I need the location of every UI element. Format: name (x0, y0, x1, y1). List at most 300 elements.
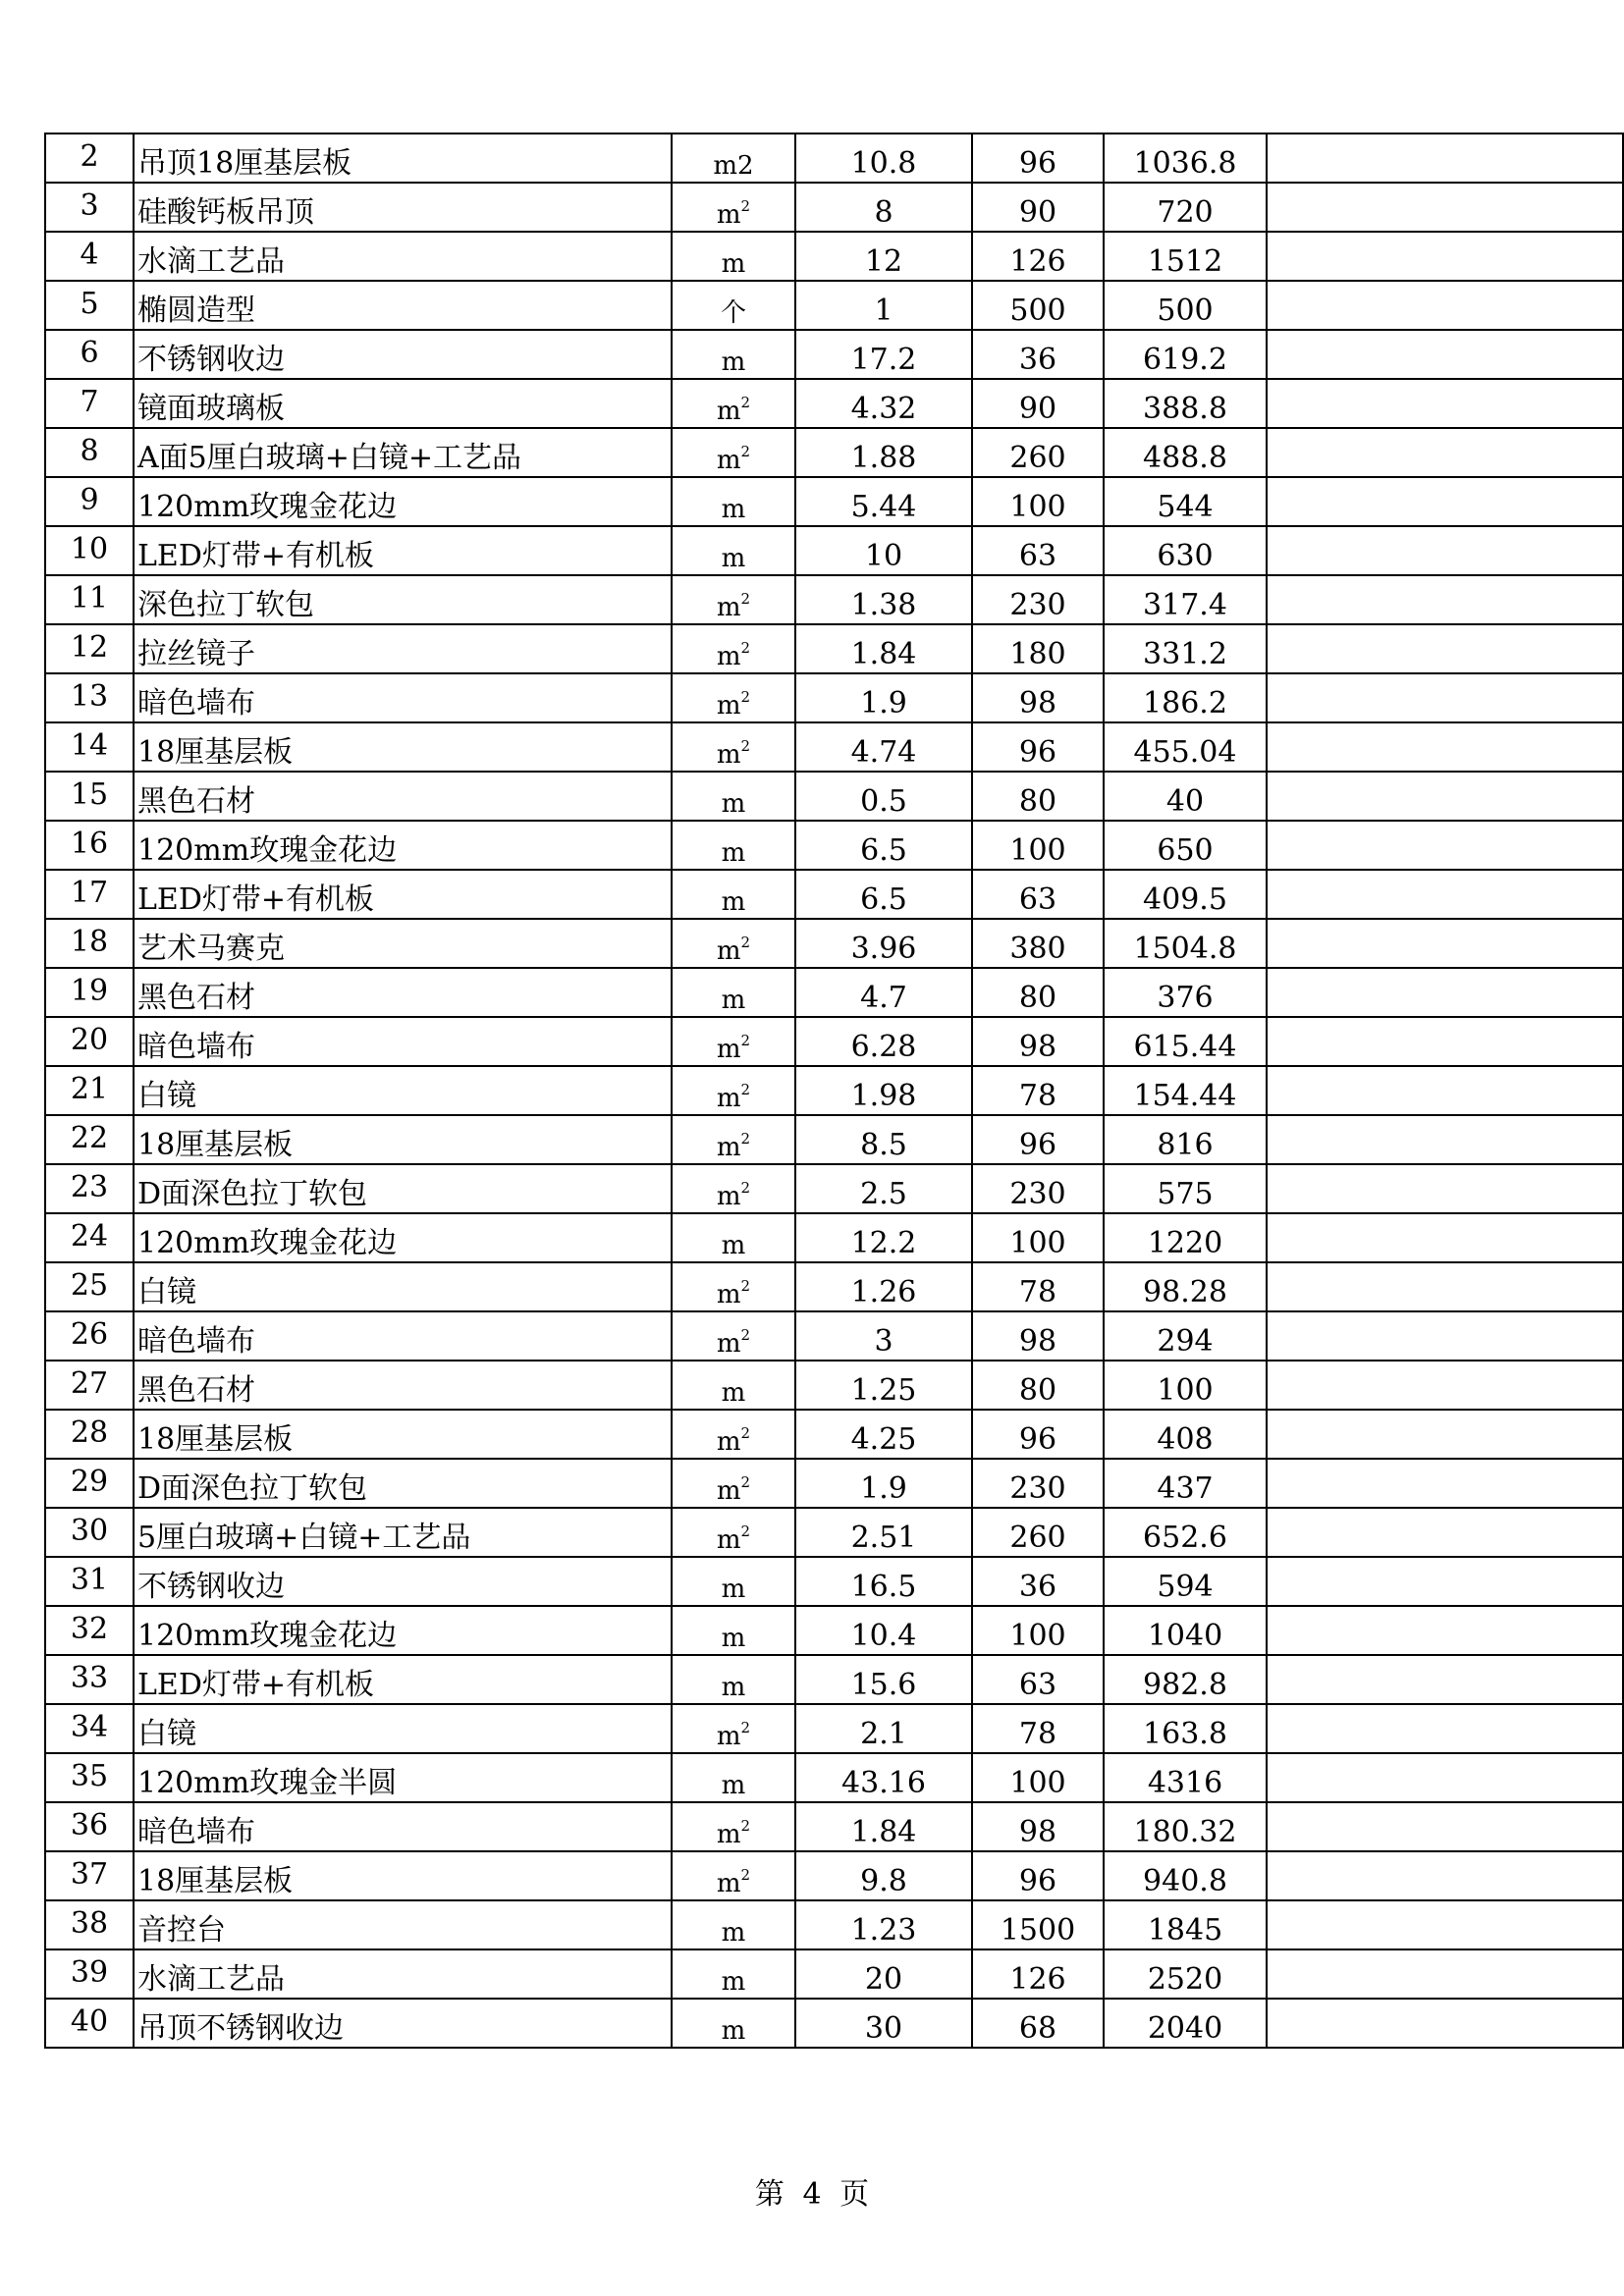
remark-cell (1267, 1213, 1623, 1262)
item-number-cell: 22 (45, 1115, 134, 1164)
unit-cell (672, 330, 795, 379)
unit-cell (672, 477, 795, 526)
item-number-cell: 10 (45, 526, 134, 575)
unit-price-cell: 260 (972, 1508, 1104, 1557)
amount-cell: 652.6 (1104, 1508, 1267, 1557)
quantity-cell: 6.5 (795, 821, 972, 870)
remark-cell (1267, 1066, 1623, 1115)
unit-cell (672, 870, 795, 919)
remark-cell (1267, 477, 1623, 526)
unit-cell (672, 1802, 795, 1851)
table-row (45, 1066, 1623, 1115)
amount-cell: 163.8 (1104, 1704, 1267, 1753)
remark-cell (1267, 281, 1623, 330)
amount-cell: 180.32 (1104, 1802, 1267, 1851)
item-name-cell: 椭圆造型 (134, 281, 672, 330)
unit-superscript: 2 (740, 1522, 751, 1540)
item-number-cell: 39 (45, 1949, 134, 1999)
remark-cell (1267, 1655, 1623, 1704)
quantity-cell: 1.26 (795, 1262, 972, 1311)
unit-cell (672, 722, 795, 772)
unit-text: m (716, 1722, 741, 1751)
quantity-cell: 8 (795, 183, 972, 232)
amount-cell: 437 (1104, 1459, 1267, 1508)
item-name-cell: 暗色墙布 (134, 1017, 672, 1066)
amount-cell: 720 (1104, 183, 1267, 232)
item-number-cell: 34 (45, 1704, 134, 1753)
item-name-cell: 拉丝镜子 (134, 624, 672, 673)
remark-cell (1267, 1164, 1623, 1213)
unit-text: m (716, 1182, 741, 1211)
quantity-cell: 2.5 (795, 1164, 972, 1213)
table-row (45, 1606, 1623, 1655)
item-number-cell: 27 (45, 1361, 134, 1410)
remark-cell (1267, 919, 1623, 968)
amount-cell: 544 (1104, 477, 1267, 526)
amount-cell: 575 (1104, 1164, 1267, 1213)
table-row (45, 870, 1623, 919)
item-number-cell: 9 (45, 477, 134, 526)
unit-cell (672, 1213, 795, 1262)
unit-text: m (721, 1575, 746, 1604)
amount-cell: 317.4 (1104, 575, 1267, 624)
amount-cell: 1845 (1104, 1900, 1267, 1949)
unit-cell (672, 968, 795, 1017)
quantity-cell: 4.32 (795, 379, 972, 428)
item-number-cell: 30 (45, 1508, 134, 1557)
item-name-cell: 硅酸钙板吊顶 (134, 183, 672, 232)
unit-superscript: 2 (740, 1032, 751, 1049)
amount-cell: 488.8 (1104, 428, 1267, 477)
unit-text: m (716, 200, 741, 230)
amount-cell: 816 (1104, 1115, 1267, 1164)
quantity-cell: 1.25 (795, 1361, 972, 1410)
item-name-cell: 18厘基层板 (134, 1115, 672, 1164)
unit-text: m (721, 1673, 746, 1702)
unit-price-cell: 98 (972, 1311, 1104, 1361)
item-name-cell: 白镜 (134, 1262, 672, 1311)
item-number-cell: 16 (45, 821, 134, 870)
unit-text: m (716, 642, 741, 671)
remark-cell (1267, 1704, 1623, 1753)
table-row (45, 673, 1623, 722)
table-row (45, 1802, 1623, 1851)
quantity-cell: 8.5 (795, 1115, 972, 1164)
quantity-cell: 1 (795, 281, 972, 330)
remark-cell (1267, 1410, 1623, 1459)
remark-cell (1267, 330, 1623, 379)
unit-superscript: 2 (740, 1179, 751, 1197)
table-row (45, 428, 1623, 477)
remark-cell (1267, 526, 1623, 575)
unit-superscript: 2 (740, 1130, 751, 1148)
item-number-cell: 8 (45, 428, 134, 477)
unit-cell (672, 1900, 795, 1949)
unit-text: m (716, 936, 741, 966)
item-name-cell: LED灯带+有机板 (134, 870, 672, 919)
quantity-cell: 1.98 (795, 1066, 972, 1115)
table-row (45, 821, 1623, 870)
item-name-cell: 暗色墙布 (134, 673, 672, 722)
unit-price-cell: 98 (972, 1017, 1104, 1066)
unit-cell (672, 183, 795, 232)
unit-cell (672, 1311, 795, 1361)
unit-cell (672, 1753, 795, 1802)
table-row (45, 575, 1623, 624)
unit-cell (672, 624, 795, 673)
remark-cell (1267, 1262, 1623, 1311)
table-row (45, 281, 1623, 330)
item-number-cell: 2 (45, 133, 134, 183)
table-row (45, 1017, 1623, 1066)
unit-text: m (721, 1378, 746, 1408)
unit-cell (672, 428, 795, 477)
unit-price-cell: 100 (972, 1753, 1104, 1802)
item-number-cell: 7 (45, 379, 134, 428)
unit-cell (672, 1655, 795, 1704)
amount-cell: 100 (1104, 1361, 1267, 1410)
item-name-cell: 120mm玫瑰金花边 (134, 1606, 672, 1655)
item-name-cell: 18厘基层板 (134, 1851, 672, 1900)
amount-cell: 594 (1104, 1557, 1267, 1606)
quantity-cell: 1.84 (795, 1802, 972, 1851)
item-name-cell: 不锈钢收边 (134, 330, 672, 379)
remark-cell (1267, 1851, 1623, 1900)
quantity-cell: 1.38 (795, 575, 972, 624)
remark-cell (1267, 379, 1623, 428)
unit-cell (672, 1164, 795, 1213)
remark-cell (1267, 1361, 1623, 1410)
unit-superscript: 2 (740, 934, 751, 951)
quantity-cell: 3 (795, 1311, 972, 1361)
amount-cell: 376 (1104, 968, 1267, 1017)
quantity-cell: 4.25 (795, 1410, 972, 1459)
amount-cell: 1512 (1104, 232, 1267, 281)
table-row (45, 379, 1623, 428)
unit-text: m (721, 2016, 746, 2046)
quote-table (44, 133, 1624, 2049)
item-number-cell: 14 (45, 722, 134, 772)
remark-cell (1267, 1557, 1623, 1606)
item-number-cell: 3 (45, 183, 134, 232)
quantity-cell: 16.5 (795, 1557, 972, 1606)
remark-cell (1267, 673, 1623, 722)
remark-cell (1267, 183, 1623, 232)
unit-cell (672, 526, 795, 575)
quantity-cell: 0.5 (795, 772, 972, 821)
table-row (45, 232, 1623, 281)
amount-cell: 650 (1104, 821, 1267, 870)
quantity-cell: 3.96 (795, 919, 972, 968)
quantity-cell: 4.74 (795, 722, 972, 772)
unit-price-cell: 126 (972, 1949, 1104, 1999)
table-row (45, 624, 1623, 673)
unit-price-cell: 90 (972, 379, 1104, 428)
remark-cell (1267, 772, 1623, 821)
unit-text: m (721, 1231, 746, 1260)
quantity-cell: 15.6 (795, 1655, 972, 1704)
item-name-cell: 深色拉丁软包 (134, 575, 672, 624)
unit-price-cell: 63 (972, 526, 1104, 575)
table-row (45, 1410, 1623, 1459)
quantity-cell: 10.8 (795, 133, 972, 183)
table-row (45, 1459, 1623, 1508)
quantity-cell: 17.2 (795, 330, 972, 379)
table-row (45, 1115, 1623, 1164)
unit-cell (672, 673, 795, 722)
unit-text: m (721, 887, 746, 917)
unit-superscript: 2 (740, 737, 751, 755)
table-row (45, 1213, 1623, 1262)
unit-price-cell: 36 (972, 1557, 1104, 1606)
unit-price-cell: 90 (972, 183, 1104, 232)
item-number-cell: 17 (45, 870, 134, 919)
item-name-cell: 不锈钢收边 (134, 1557, 672, 1606)
unit-superscript: 2 (740, 1424, 751, 1442)
unit-cell (672, 1066, 795, 1115)
item-number-cell: 13 (45, 673, 134, 722)
unit-text: m (716, 593, 741, 622)
unit-price-cell: 63 (972, 1655, 1104, 1704)
item-name-cell: 18厘基层板 (134, 722, 672, 772)
unit-cell (672, 1361, 795, 1410)
unit-price-cell: 78 (972, 1704, 1104, 1753)
item-name-cell: 5厘白玻璃+白镜+工艺品 (134, 1508, 672, 1557)
unit-price-cell: 100 (972, 1606, 1104, 1655)
remark-cell (1267, 968, 1623, 1017)
unit-cell (672, 1262, 795, 1311)
unit-price-cell: 98 (972, 1802, 1104, 1851)
quantity-cell: 1.84 (795, 624, 972, 673)
quantity-cell: 2.51 (795, 1508, 972, 1557)
item-name-cell: 暗色墙布 (134, 1311, 672, 1361)
unit-price-cell: 126 (972, 232, 1104, 281)
item-number-cell: 36 (45, 1802, 134, 1851)
table-row (45, 919, 1623, 968)
remark-cell (1267, 1606, 1623, 1655)
unit-cell (672, 281, 795, 330)
item-number-cell: 25 (45, 1262, 134, 1311)
amount-cell: 154.44 (1104, 1066, 1267, 1115)
unit-cell (672, 232, 795, 281)
quantity-cell: 2.1 (795, 1704, 972, 1753)
unit-price-cell: 100 (972, 477, 1104, 526)
quantity-cell: 30 (795, 1999, 972, 2048)
table-row (45, 1557, 1623, 1606)
item-name-cell: 黑色石材 (134, 772, 672, 821)
item-name-cell: A面5厘白玻璃+白镜+工艺品 (134, 428, 672, 477)
item-name-cell: D面深色拉丁软包 (134, 1459, 672, 1508)
unit-price-cell: 96 (972, 1115, 1104, 1164)
unit-text: m (721, 249, 746, 279)
unit-cell (672, 1017, 795, 1066)
quantity-cell: 1.9 (795, 673, 972, 722)
unit-text: m (716, 1035, 741, 1064)
unit-superscript: 2 (740, 197, 751, 215)
item-name-cell: LED灯带+有机板 (134, 526, 672, 575)
quantity-cell: 1.88 (795, 428, 972, 477)
unit-superscript: 2 (740, 1473, 751, 1491)
remark-cell (1267, 133, 1623, 183)
amount-cell: 388.8 (1104, 379, 1267, 428)
item-number-cell: 29 (45, 1459, 134, 1508)
unit-text: m2 (713, 151, 754, 181)
table-row (45, 1949, 1623, 1999)
item-name-cell: 黑色石材 (134, 1361, 672, 1410)
remark-cell (1267, 1753, 1623, 1802)
item-name-cell: 白镜 (134, 1704, 672, 1753)
unit-cell (672, 1557, 795, 1606)
unit-cell (672, 1508, 795, 1557)
unit-text: m (716, 1133, 741, 1162)
amount-cell: 1040 (1104, 1606, 1267, 1655)
item-name-cell: LED灯带+有机板 (134, 1655, 672, 1704)
item-number-cell: 21 (45, 1066, 134, 1115)
item-name-cell: 吊顶18厘基层板 (134, 133, 672, 183)
table-row (45, 1655, 1623, 1704)
table-row (45, 1361, 1623, 1410)
unit-cell (672, 1851, 795, 1900)
unit-cell (672, 772, 795, 821)
remark-cell (1267, 1802, 1623, 1851)
table-row (45, 330, 1623, 379)
remark-cell (1267, 870, 1623, 919)
unit-cell (672, 1704, 795, 1753)
quantity-cell: 1.23 (795, 1900, 972, 1949)
item-name-cell: D面深色拉丁软包 (134, 1164, 672, 1213)
unit-text: m (721, 1967, 746, 1997)
quote-table-body (45, 133, 1623, 2048)
quantity-cell: 1.9 (795, 1459, 972, 1508)
unit-text: m (721, 789, 746, 819)
quantity-cell: 10.4 (795, 1606, 972, 1655)
unit-price-cell: 78 (972, 1066, 1104, 1115)
amount-cell: 982.8 (1104, 1655, 1267, 1704)
unit-text: m (721, 1918, 746, 1948)
unit-price-cell: 36 (972, 330, 1104, 379)
unit-price-cell: 80 (972, 772, 1104, 821)
unit-text: m (721, 1771, 746, 1800)
unit-price-cell: 230 (972, 1459, 1104, 1508)
quantity-cell: 12 (795, 232, 972, 281)
unit-price-cell: 380 (972, 919, 1104, 968)
unit-superscript: 2 (740, 1326, 751, 1344)
unit-cell (672, 1459, 795, 1508)
amount-cell: 455.04 (1104, 722, 1267, 772)
amount-cell: 615.44 (1104, 1017, 1267, 1066)
quantity-cell: 5.44 (795, 477, 972, 526)
unit-text: m (716, 1329, 741, 1359)
unit-cell (672, 1606, 795, 1655)
table-row (45, 1311, 1623, 1361)
item-name-cell: 吊顶不锈钢收边 (134, 1999, 672, 2048)
amount-cell: 2520 (1104, 1949, 1267, 1999)
amount-cell: 2040 (1104, 1999, 1267, 2048)
unit-text: m (716, 1427, 741, 1457)
unit-cell (672, 1999, 795, 2048)
remark-cell (1267, 1999, 1623, 2048)
unit-superscript: 2 (740, 394, 751, 411)
item-name-cell: 艺术马赛克 (134, 919, 672, 968)
table-row (45, 1704, 1623, 1753)
unit-superscript: 2 (740, 639, 751, 657)
item-number-cell: 23 (45, 1164, 134, 1213)
remark-cell (1267, 575, 1623, 624)
unit-text: m (716, 446, 741, 475)
unit-cell (672, 1949, 795, 1999)
quantity-cell: 4.7 (795, 968, 972, 1017)
quantity-cell: 6.5 (795, 870, 972, 919)
unit-price-cell: 80 (972, 1361, 1104, 1410)
amount-cell: 1036.8 (1104, 133, 1267, 183)
table-row (45, 1900, 1623, 1949)
unit-cell (672, 1115, 795, 1164)
page-number: 第 4 页 (754, 2177, 870, 2212)
item-name-cell: 暗色墙布 (134, 1802, 672, 1851)
amount-cell: 940.8 (1104, 1851, 1267, 1900)
amount-cell: 1504.8 (1104, 919, 1267, 968)
unit-price-cell: 1500 (972, 1900, 1104, 1949)
unit-text: m (716, 691, 741, 721)
item-name-cell: 黑色石材 (134, 968, 672, 1017)
table-row (45, 477, 1623, 526)
unit-text: 个 (720, 298, 746, 328)
unit-price-cell: 230 (972, 1164, 1104, 1213)
unit-cell (672, 1410, 795, 1459)
unit-price-cell: 260 (972, 428, 1104, 477)
table-row (45, 1753, 1623, 1802)
item-number-cell: 37 (45, 1851, 134, 1900)
unit-superscript: 2 (740, 590, 751, 608)
unit-price-cell: 100 (972, 1213, 1104, 1262)
item-number-cell: 38 (45, 1900, 134, 1949)
remark-cell (1267, 428, 1623, 477)
remark-cell (1267, 1311, 1623, 1361)
item-number-cell: 28 (45, 1410, 134, 1459)
unit-cell (672, 821, 795, 870)
unit-price-cell: 98 (972, 673, 1104, 722)
unit-price-cell: 230 (972, 575, 1104, 624)
unit-text: m (716, 1869, 741, 1898)
unit-cell (672, 133, 795, 183)
remark-cell (1267, 1900, 1623, 1949)
item-name-cell: 18厘基层板 (134, 1410, 672, 1459)
item-number-cell: 40 (45, 1999, 134, 2048)
unit-text: m (721, 347, 746, 377)
table-row (45, 772, 1623, 821)
unit-price-cell: 80 (972, 968, 1104, 1017)
remark-cell (1267, 1508, 1623, 1557)
remark-cell (1267, 232, 1623, 281)
unit-cell (672, 575, 795, 624)
unit-superscript: 2 (740, 1817, 751, 1835)
unit-superscript: 2 (740, 1081, 751, 1098)
amount-cell: 40 (1104, 772, 1267, 821)
item-name-cell: 音控台 (134, 1900, 672, 1949)
amount-cell: 4316 (1104, 1753, 1267, 1802)
item-number-cell: 33 (45, 1655, 134, 1704)
unit-text: m (716, 1820, 741, 1849)
table-row (45, 1508, 1623, 1557)
amount-cell: 500 (1104, 281, 1267, 330)
item-name-cell: 120mm玫瑰金半圆 (134, 1753, 672, 1802)
unit-price-cell: 96 (972, 722, 1104, 772)
unit-text: m (721, 1624, 746, 1653)
remark-cell (1267, 1459, 1623, 1508)
quantity-cell: 12.2 (795, 1213, 972, 1262)
item-number-cell: 5 (45, 281, 134, 330)
remark-cell (1267, 1115, 1623, 1164)
